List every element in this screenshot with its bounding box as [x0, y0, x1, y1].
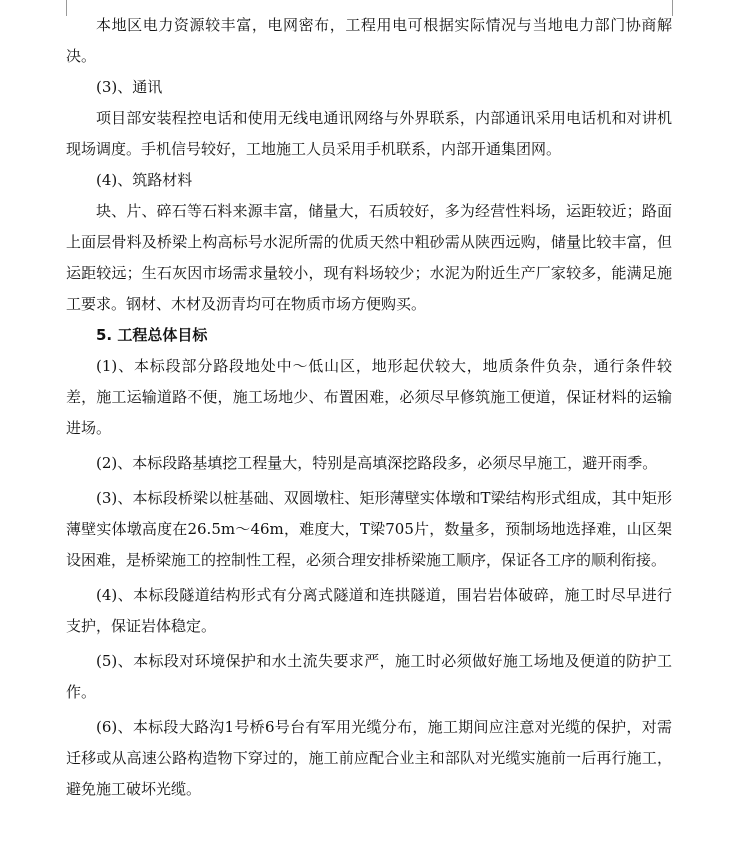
paragraph-goal-1: (1)、本标段部分路段地处中～低山区，地形起伏较大，地质条件负杂，通行条件较差，施工运输道路不便，施工场地少、布置困难，必须尽早修筑施工便道，保证材料的运输进场。: [66, 357, 672, 437]
paragraph-power-supply: 本地区电力资源较丰富，电网密布，工程用电可根据实际情况与当地电力部门协商解决。: [66, 16, 672, 65]
paragraph-goal-2: (2)、本标段路基填挖工程量大，特别是高填深挖路段多，必须尽早施工，避开雨季。: [96, 454, 658, 472]
section-heading-goals: 5. 工程总体目标: [96, 326, 208, 344]
paragraph-goal-4: (4)、本标段隧道结构形式有分离式隧道和连拱隧道，围岩岩体破碎，施工时尽早进行支护，保证岩体稳定。: [66, 586, 672, 635]
paragraph-goal-6: (6)、本标段大路沟1号桥6号台有军用光缆分布，施工期间应注意对光缆的保护，对需迁移或从高速公路构造物下穿过的，施工前应配合业主和部队对光缆实施前一后再行施工，避免施工破坏光缆。: [66, 718, 672, 798]
paragraph-goal-3: (3)、本标段桥梁以桩基础、双圆墩柱、矩形薄壁实体墩和T梁结构形式组成，其中矩形薄壁实体墩高度在26.5m～46m，难度大，T梁705片，数量多，预制场地选择难，山区架设困难，是桥梁施工的控制性工程，必须合理安排桥梁施工顺序，保证各工序的顺利衔接。: [66, 489, 672, 569]
right-margin-marker: [672, 0, 673, 16]
paragraph-materials: 块、片、碎石等石料来源丰富，储量大，石质较好，多为经营性料场，运距较近；路面上面层骨料及桥梁上构高标号水泥所需的优质天然中粗砂需从陕西远购，储量比较丰富，但运距较远；生石灰因市场需求量较小，现有料场较少；水泥为附近生产厂家较多，能满足施工要求。钢材、木材及沥青均可在物质市场方便购买。: [66, 202, 672, 313]
paragraph-materials-title: (4)、筑路材料: [96, 171, 193, 189]
paragraph-communication-title: (3)、通讯: [96, 78, 163, 96]
document-page: [66, 10, 672, 805]
paragraph-communication: 项目部安装程控电话和使用无线电通讯网络与外界联系，内部通讯采用电话机和对讲机现场调度。手机信号较好，工地施工人员采用手机联系，内部开通集团网。: [66, 109, 672, 158]
paragraph-goal-5: (5)、本标段对环境保护和水土流失要求严，施工时必须做好施工场地及便道的防护工作。: [66, 652, 672, 701]
